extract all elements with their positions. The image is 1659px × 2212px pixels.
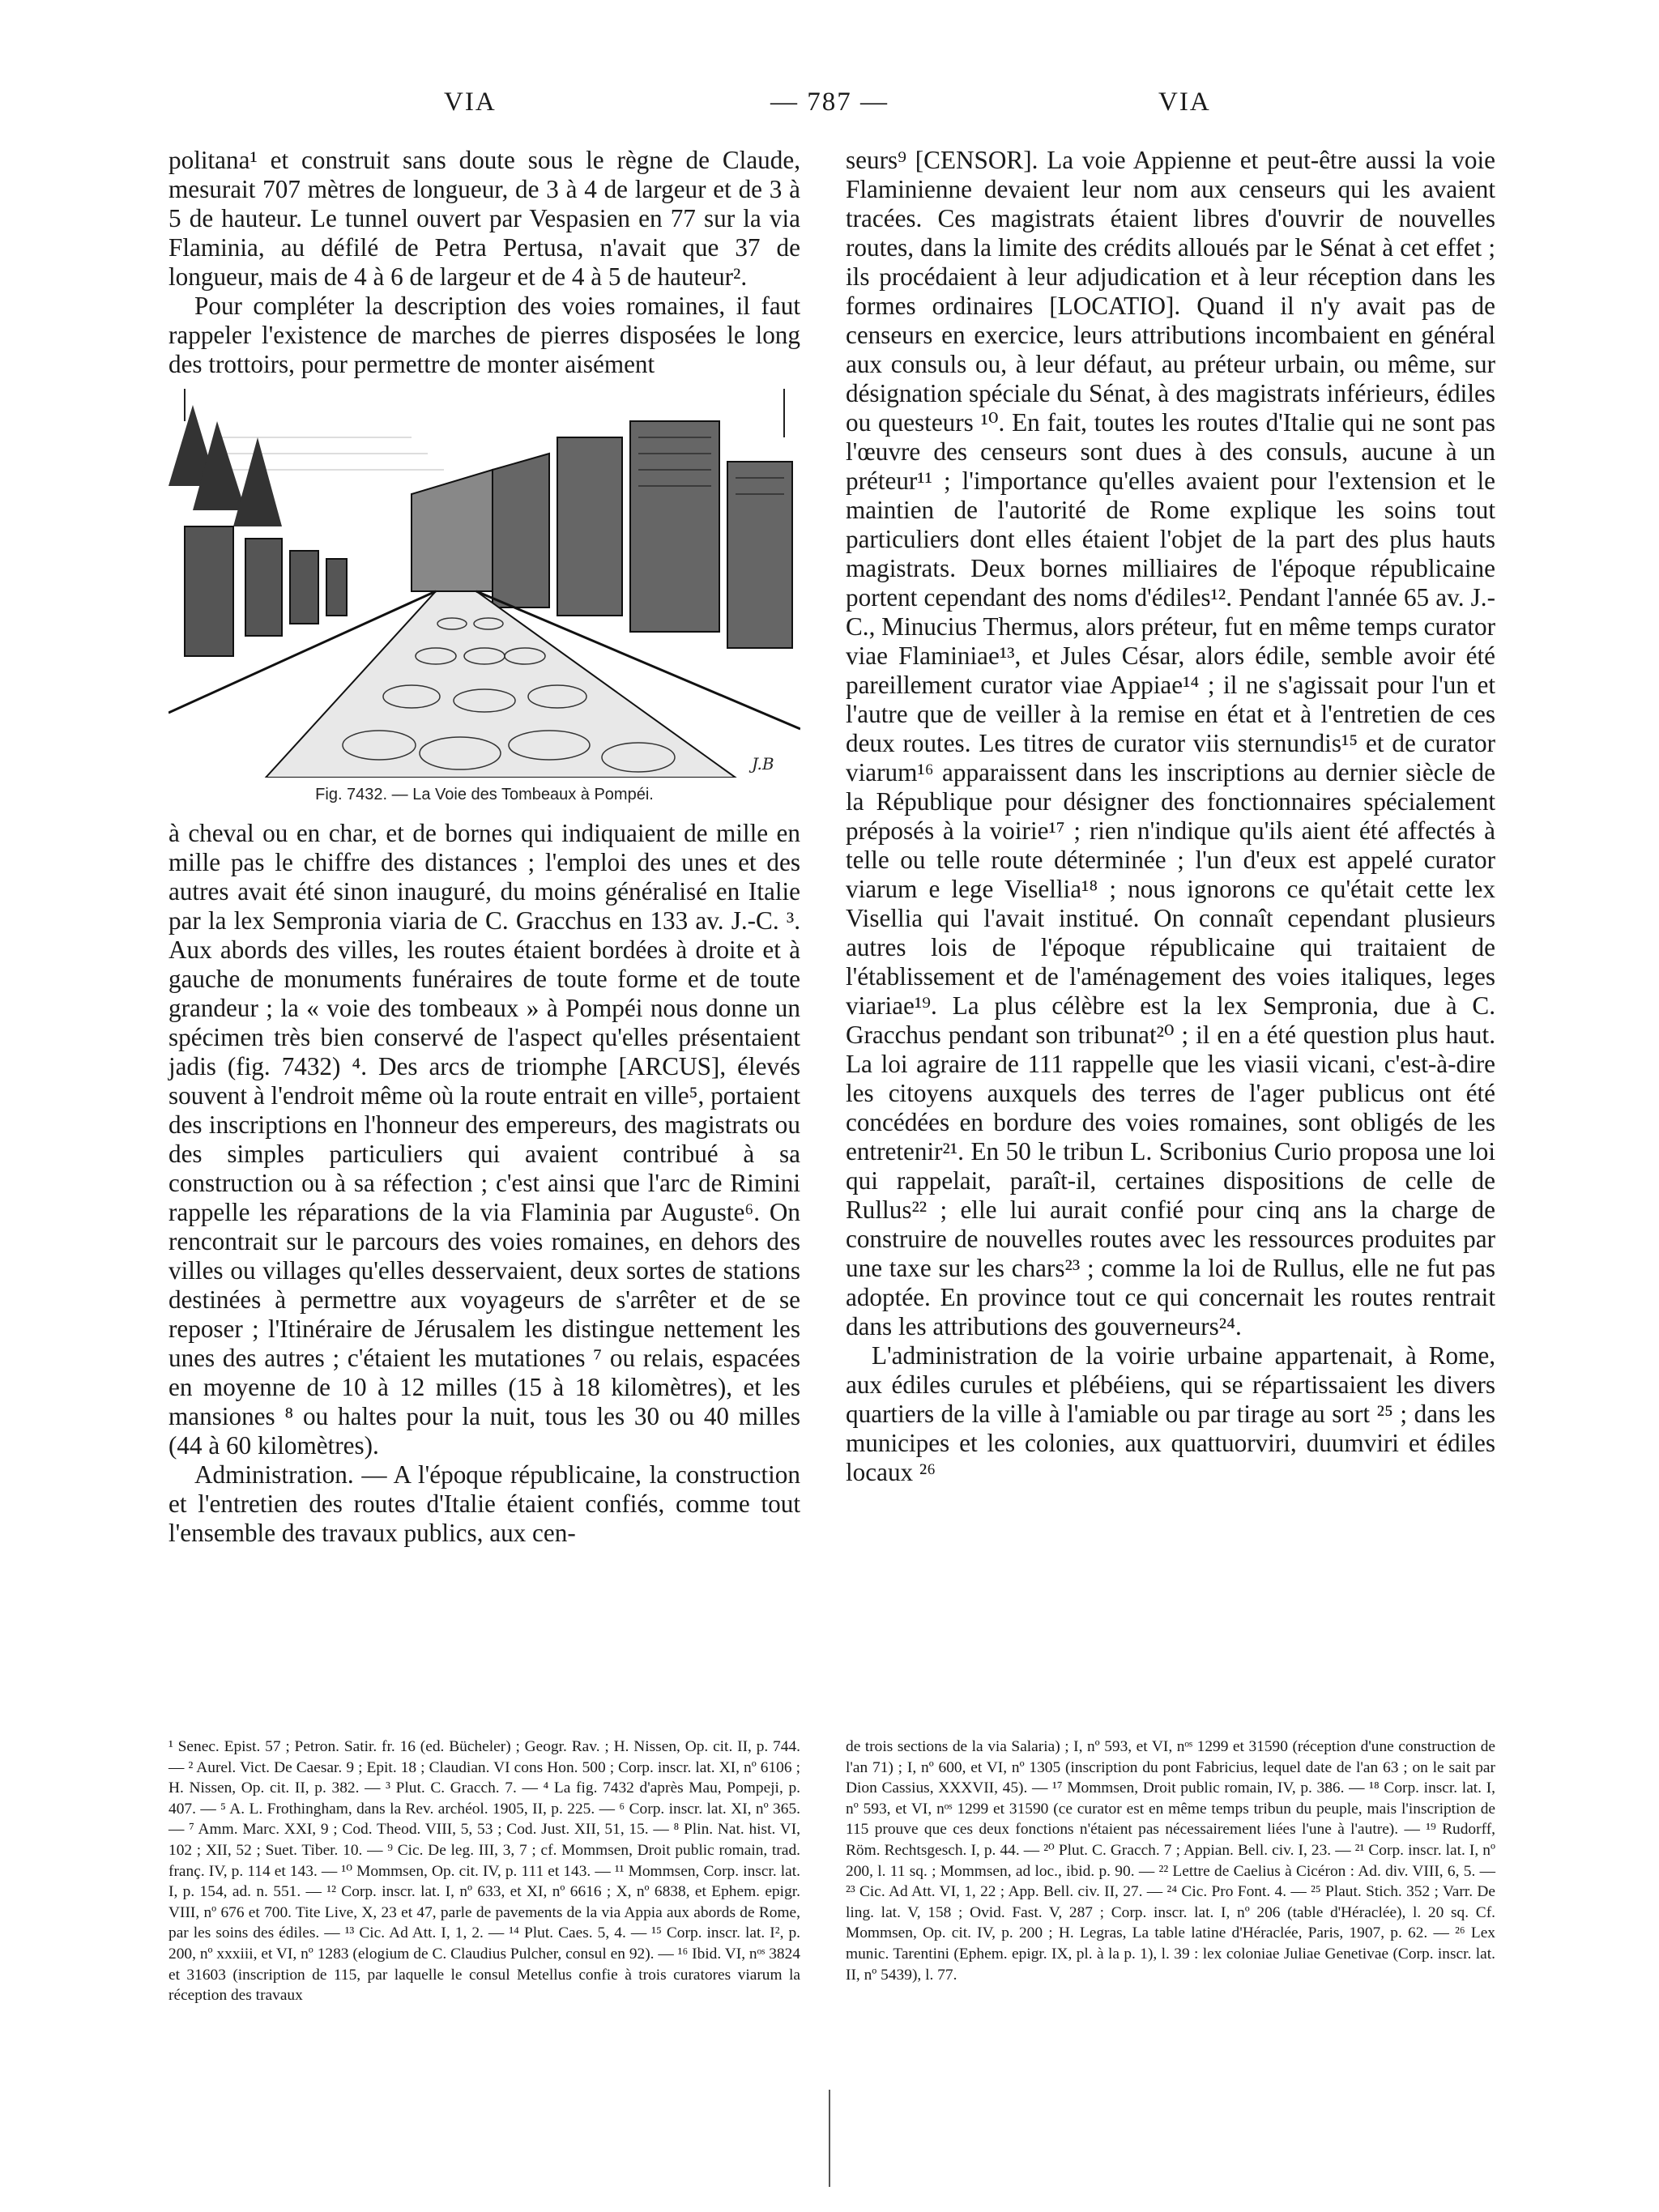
figure-caption: Fig. 7432. — La Voie des Tombeaux à Pompéi. xyxy=(315,786,654,803)
paragraph: à cheval ou en char, et de bornes qui indiquaient de mille en mille pas le chiffre des distances ; l'emploi des unes et des autres avait été sinon inauguré, du moins généralisé en Italie par la lex Sempronia viaria de C. Gracchus en 133 av. J.-C. ³. Aux abords des villes, les routes étaient bordées à droite et à gauche de monuments funéraires de toute forme et de toute grandeur ; la « voie des tombeaux » à Pompéi nous donne un spécimen très bien conservé de l'aspect qu'elles présentaient jadis (fig. 7432) ⁴. Des arcs de triomphe [ARCUS], élevés souvent à l'endroit même où la route entrait en ville⁵, portaient des inscriptions en l'honneur des empereurs, des magistrats ou des simples particuliers qui avaient contribué à sa construction ou à sa réfection ; c'est ainsi que l'arc de Rimini rappelle les réparations de la via Flaminia par Auguste⁶. On rencontrait sur le parcours des voies romaines, en dehors des villes ou villages qu'elles desservaient, deux sortes de stations destinées à permettre aux voyageurs de s'arrêter et de se reposer ; l'Itinéraire de Jérusalem les distingue nettement les unes des autres ; c'étaient les mutationes ⁷ ou relais, espacées en moyenne de 10 à 12 milles (15 à 18 kilomètres), et les mansiones ⁸ ou haltes pour la nuit, tous les 30 ou 40 milles (44 à 60 kilomètres). xyxy=(168,819,800,1460)
right-column xyxy=(846,146,1495,1487)
figure-signature: J.B xyxy=(752,754,774,774)
footnotes-left xyxy=(168,1737,800,2006)
paragraph: Pour compléter la description des voies romaines, il faut rappeler l'existence de marches de pierres disposées le long des trottoirs, pour permettre de monter aisément xyxy=(168,292,800,378)
paragraph: politana¹ et construit sans doute sous le règne de Claude, mesurait 707 mètres de longueur, de 3 à 4 de largeur et de 3 à 5 de hauteur. Le tunnel ouvert par Vespasien en 77 sur la via Flaminia, au défilé de Petra Pertusa, n'avait que 37 de longueur, mais de 4 à 6 de largeur et de 4 à 5 de hauteur². xyxy=(168,146,800,291)
paragraph: Administration. — A l'époque républicaine, la construction et l'entretien des routes d'Italie étaient confiés, comme tout l'ensemble des travaux publics, aux cen- xyxy=(168,1460,800,1547)
footnotes-right xyxy=(846,1737,1495,1985)
paragraph: seurs⁹ [CENSOR]. La voie Appienne et peut-être aussi la voie Flaminienne devaient leur nom aux censeurs qui les avaient tracées. Ces magistrats étaient libres d'ouvrir de nouvelles routes, dans la limite des crédits alloués par le Sénat à cet effet ; ils procédaient à leur adjudication et à leur réception dans les formes ordinaires [LOCATIO]. Quand il n'y avait pas de censeurs en exercice, leurs attributions incombaient en général aux consuls ou, à leur défaut, au préteur urbain, ou même, sur désignation spéciale du Sénat, à des magistrats inférieurs, édiles ou questeurs ¹⁰. En fait, toutes les routes d'Italie qui ne sont pas l'œuvre des censeurs sont dues à des consuls, aucune à un préteur¹¹ ; l'importance qu'elles avaient pour l'extension et le maintien de l'autorité de Rome explique les soins tout particuliers dont elles étaient l'objet de la part des plus hauts magistrats. Deux bornes milliaires de l'époque républicaine portent cependant des noms d'édiles¹². Pendant l'année 65 av. J.-C., Minucius Thermus, alors préteur, fut en même temps curator viae Flaminiae¹³, et Jules César, alors édile, semble avoir été pareillement curator viae Appiae¹⁴ ; il ne s'agissait pour l'un et l'autre que de veiller à la remise en état et à l'entretien de ces deux routes. Les titres de curator viis sternundis¹⁵ et de curator viarum¹⁶ apparaissent dans les inscriptions au dernier siècle de la République pour désigner des fonctionnaires spécialement préposés à la voirie¹⁷ ; rien n'indique qu'ils aient été affectés à telle ou telle route déterminée ; l'un d'eux est appelé curator viarum e lege Visellia¹⁸ ; nous ignorons ce qu'était cette lex Visellia qui l'avait institué. On connaît cependant plusieurs autres lois de l'époque républicaine qui traitaient de l'établissement et de l'aménagement des voies italiques, leges viariae¹⁹. La plus célèbre est la lex Sempronia, due à C. Gracchus pendant son tribunat²⁰ ; il en a été question plus haut. La loi agraire de 111 rappelle que les viasii vicani, c'est-à-dire les citoyens auxquels des terres de l'ager publicus ont été concédées en bordure des voies romaines, sont obligés de les entretenir²¹. En 50 le tribun L. Scribonius Curio proposa une loi qui rappelait, paraît-il, certaines dispositions de celle de Rullus²² ; elle lui aurait confié pour cinq ans la charge de construire de nouvelles routes avec les ressources produites par une taxe sur les chars²³ ; comme la loi de Rullus, elle ne fut pas adoptée. En province tout ce qui concernait les routes rentrait dans les attributions des gouverneurs²⁴. xyxy=(846,146,1495,1340)
footnote-text: de trois sections de la via Salaria) ; I, nº 593, et VI, nᵒˢ 1299 et 31590 (réception d'une construction de l'an 71) ; I, nº 600, et VI, nº 1305 (inscription du pont Fabricius, lequel date de l'an 63 ; on le sait par Dion Cassius, XXXVII, 45). — ¹⁷ Mommsen, Droit public romain, IV, p. 386. — ¹⁸ Corp. inscr. lat. I, nº 593, et VI, nᵒˢ 1299 et 31590 (ce curator est en même temps tribun du peuple, mais l'inscription de 115 prouve que ces deux fonctions n'étaient pas nécessairement liées l'une à l'autre). — ¹⁹ Rudorff, Röm. Rechtsgesch. I, p. 44. — ²⁰ Plut. C. Gracch. 7 ; Appian. Bell. civ. I, 23. — ²¹ Corp. inscr. lat. I, nº 200, l. 11 sq. ; Mommsen, ad loc., ibid. p. 90. — ²² Lettre de Caelius à Cicéron : Ad. div. VIII, 6, 5. — ²³ Cic. Ad Att. VI, 1, 22 ; App. Bell. civ. II, 27. — ²⁴ Cic. Pro Font. 4. — ²⁵ Plaut. Stich. 352 ; Varr. De ling. lat. V, 158 ; Ovid. Fast. V, 287 ; Corp. inscr. lat. I, nº 206 (table d'Héraclée), l. 20 sq. Cf. Mommsen, Op. cit. IV, p. 200 ; H. Legras, La table latine d'Héraclée, Paris, 1907, p. 62. — ²⁶ Lex munic. Tarentini (Ephem. epigr. IX, pl. à la p. 1), l. 39 : lex coloniae Juliae Genetivae (Corp. inscr. lat. II, nº 5439), l. 77. xyxy=(846,1738,1495,1984)
tomb-street-engraving xyxy=(168,389,800,778)
footnote-text: ¹ Senec. Epist. 57 ; Petron. Satir. fr. 16 (ed. Bücheler) ; Geogr. Rav. ; H. Nissen, Op. cit. II, p. 744. — ² Aurel. Vict. De Caesar. 9 ; Epit. 18 ; Claudian. VI cons Hon. 500 ; Corp. inscr. lat. XI, nº 6106 ; H. Nissen, Op. cit. II, p. 382. — ³ Plut. C. Gracch. 7. — ⁴ La fig. 7432 d'après Mau, Pompeji, p. 407. — ⁵ A. L. Frothingham, dans la Rev. archéol. 1905, II, p. 225. — ⁶ Corp. inscr. lat. XI, nº 365. — ⁷ Amm. Marc. XXI, 9 ; Cod. Theod. VIII, 5, 53 ; Cod. Just. XII, 51, 15. — ⁸ Plin. Nat. hist. VI, 102 ; XII, 52 ; Suet. Tiber. 10. — ⁹ Cic. De leg. III, 3, 7 ; cf. Mommsen, Droit public romain, trad. franç. IV, p. 114 et 143. — ¹⁰ Mommsen, Op. cit. IV, p. 111 et 143. — ¹¹ Mommsen, Corp. inscr. lat. I, p. 154, ad. n. 551. — ¹² Corp. inscr. lat. I, nº 633, et XI, nº 6616 ; X, nº 6838, et Ephem. epigr. VIII, nº 676 et 700. Tite Live, X, 23 et 47, parle de pavements de la via Appia aux abords de Rome, par les soins des édiles. — ¹³ Cic. Ad Att. I, 1, 2. — ¹⁴ Plut. Caes. 5, 4. — ¹⁵ Corp. inscr. lat. I², p. 200, nº xxxiii, et VI, nº 1283 (elogium de C. Claudius Pulcher, consul en 92). — ¹⁶ Ibid. VI, nᵒˢ 3824 et 31603 (inscription de 115, par laquelle le consul Metellus confie à trois curatores viarum la réception des travaux xyxy=(168,1738,800,2005)
paragraph: L'administration de la voirie urbaine appartenait, à Rome, aux édiles curules et plébéiens, qui se répartissaient les divers quartiers de la ville à l'amiable ou par tirage au sort ²⁵ ; dans les municipes et les colonies, aux quattuorviri, duumviri et édiles locaux ²⁶ xyxy=(846,1341,1495,1486)
running-head-right: VIA xyxy=(1158,87,1211,117)
figure-7432 xyxy=(168,389,800,804)
running-head-left: VIA xyxy=(444,87,497,117)
margin-rule xyxy=(825,2090,834,2187)
page-number: — 787 — xyxy=(770,87,889,117)
left-column xyxy=(168,146,800,1548)
